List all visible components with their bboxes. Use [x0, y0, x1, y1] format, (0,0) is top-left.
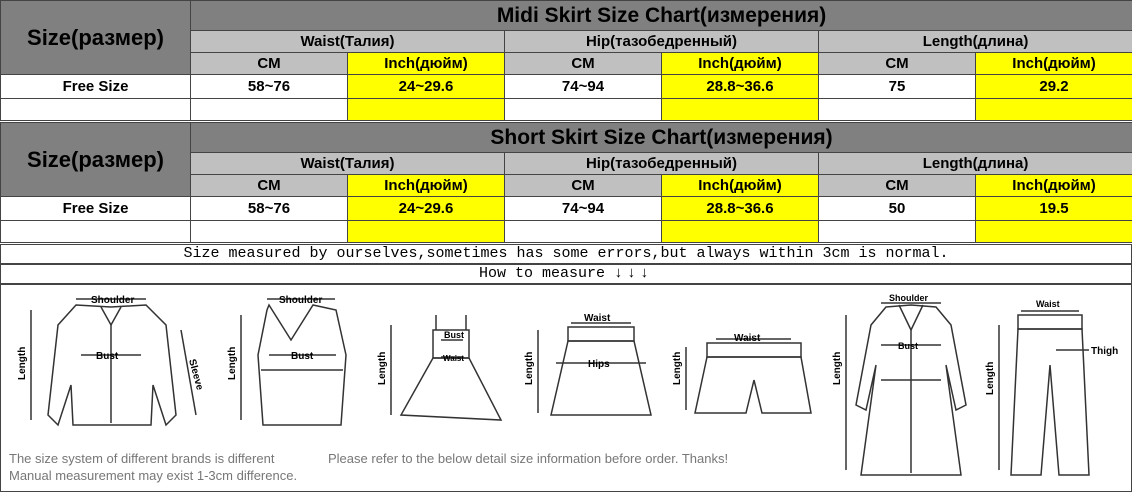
unit-cm: CM	[191, 53, 348, 75]
length-cm-value: 75	[819, 75, 976, 99]
unit-cm: CM	[505, 175, 662, 197]
empty-cell	[348, 221, 505, 243]
length-inch-value: 29.2	[976, 75, 1132, 99]
label-length: Length	[832, 351, 843, 385]
label-sleeve: Sleeve	[186, 357, 205, 392]
waist-group-header: Waist(Талия)	[191, 31, 505, 53]
size-header: Size(размер)	[1, 1, 191, 75]
table-row	[1, 197, 1132, 221]
label-waist: Waist	[1036, 299, 1060, 309]
length-group-header: Length(длина)	[819, 31, 1132, 53]
length-inch-value: 19.5	[976, 197, 1132, 221]
size-value: Free Size	[1, 75, 191, 99]
waist-inch-value: 24~29.6	[348, 197, 505, 221]
hip-cm-value: 74~94	[505, 197, 662, 221]
measurement-illustrations	[0, 284, 1132, 492]
pants-illustration	[999, 311, 1089, 475]
label-bust: Bust	[96, 351, 119, 362]
midi-size-chart	[0, 0, 1132, 121]
table-row-empty	[1, 221, 1132, 243]
chart-title: Midi Skirt Size Chart(измерения)	[191, 1, 1132, 31]
label-length: Length	[377, 351, 388, 385]
measurement-difference-footnote: Manual measurement may exist 1-3cm difference.	[9, 468, 298, 483]
how-to-measure-text: How to measure	[478, 265, 605, 282]
how-to-measure-heading	[0, 264, 1132, 284]
chart-title: Short Skirt Size Chart(измерения)	[191, 123, 1132, 153]
unit-cm: CM	[819, 175, 976, 197]
empty-cell	[819, 99, 976, 121]
table-row-empty	[1, 99, 1132, 121]
label-length: Length	[17, 346, 28, 380]
unit-cm: CM	[819, 53, 976, 75]
empty-cell	[976, 99, 1132, 121]
waist-cm-value: 58~76	[191, 197, 348, 221]
blouse-illustration	[31, 299, 196, 425]
brand-size-footnote: The size system of different brands is different	[9, 451, 275, 466]
empty-cell	[662, 221, 819, 243]
label-shoulder: Shoulder	[889, 293, 929, 303]
unit-inch: Inch(дюйм)	[976, 175, 1132, 197]
empty-cell	[1, 221, 191, 243]
empty-cell	[662, 99, 819, 121]
empty-cell	[505, 221, 662, 243]
empty-cell	[819, 221, 976, 243]
unit-inch: Inch(дюйм)	[976, 53, 1132, 75]
label-length: Length	[985, 361, 996, 395]
unit-inch: Inch(дюйм)	[662, 175, 819, 197]
unit-cm: CM	[505, 53, 662, 75]
hip-inch-value: 28.8~36.6	[662, 75, 819, 99]
label-waist: Waist	[734, 333, 761, 344]
label-length: Length	[227, 346, 238, 380]
unit-inch: Inch(дюйм)	[348, 175, 505, 197]
label-hips: Hips	[588, 359, 610, 370]
empty-cell	[191, 99, 348, 121]
unit-inch: Inch(дюйм)	[348, 53, 505, 75]
measurement-error-note: Size measured by ourselves,sometimes has some errors,but always within 3cm is normal.	[0, 244, 1132, 264]
table-row	[1, 75, 1132, 99]
waist-inch-value: 24~29.6	[348, 75, 505, 99]
hip-group-header: Hip(тазобедренный)	[505, 31, 819, 53]
hip-cm-value: 74~94	[505, 75, 662, 99]
empty-cell	[976, 221, 1132, 243]
size-header: Size(размер)	[1, 123, 191, 197]
label-length: Length	[672, 351, 683, 385]
short-size-chart	[0, 122, 1132, 243]
vest-illustration	[241, 299, 346, 425]
empty-cell	[348, 99, 505, 121]
empty-cell	[191, 221, 348, 243]
label-waist: Waist	[443, 354, 465, 363]
empty-cell	[1, 99, 191, 121]
down-arrows-icon: ↓↓↓	[614, 265, 654, 282]
length-cm-value: 50	[819, 197, 976, 221]
waist-group-header: Waist(Талия)	[191, 153, 505, 175]
coat-illustration	[846, 303, 966, 475]
hip-inch-value: 28.8~36.6	[662, 197, 819, 221]
label-bust: Bust	[291, 351, 314, 362]
length-group-header: Length(длина)	[819, 153, 1132, 175]
label-bust: Bust	[444, 330, 464, 340]
unit-inch: Inch(дюйм)	[662, 53, 819, 75]
hip-group-header: Hip(тазобедренный)	[505, 153, 819, 175]
empty-cell	[505, 99, 662, 121]
label-bust: Bust	[898, 341, 918, 351]
unit-cm: CM	[191, 175, 348, 197]
label-shoulder: Shoulder	[91, 295, 135, 306]
label-length: Length	[524, 351, 535, 385]
label-waist: Waist	[584, 313, 611, 324]
shorts-illustration	[686, 339, 811, 413]
refer-size-footnote: Please refer to the below detail size information before order. Thanks!	[328, 451, 729, 466]
label-thigh: Thigh	[1091, 346, 1119, 357]
size-value: Free Size	[1, 197, 191, 221]
waist-cm-value: 58~76	[191, 75, 348, 99]
label-shoulder: Shoulder	[279, 295, 323, 306]
